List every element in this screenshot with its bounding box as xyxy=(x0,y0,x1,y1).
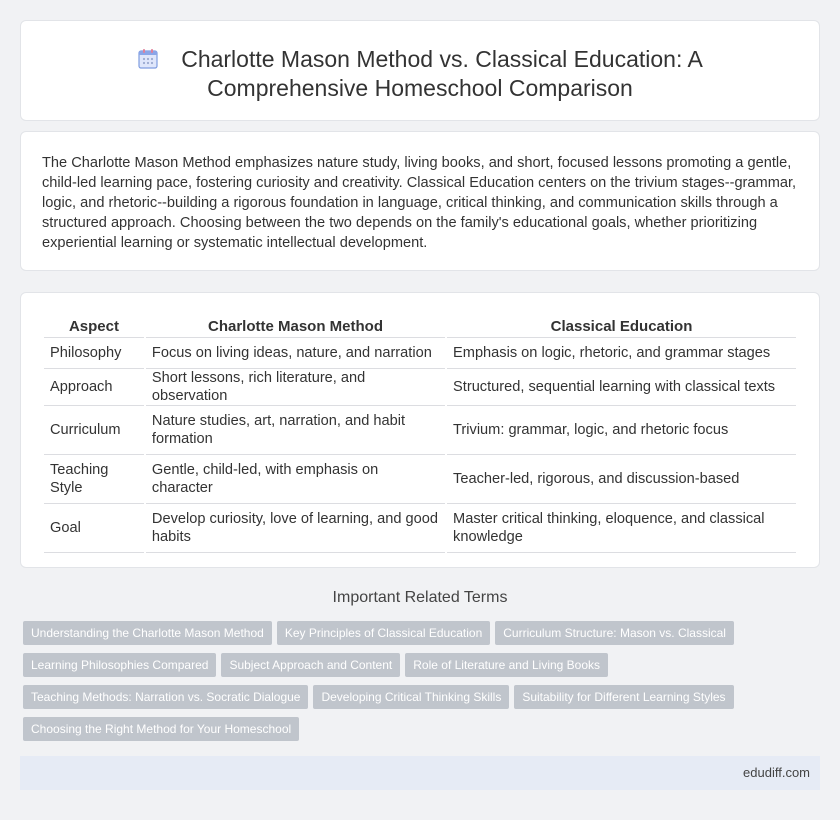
description-text: The Charlotte Mason Method emphasizes nature study, living books, and short, focused lessons promoting a gentle, child-led learning pace, fostering curiosity and creativity. Classical Education centers on the trivium stages--grammar, logic, and rhetoric--building a rigorous foundation in language, critical thinking, and communication skills through a structured approach. Choosing between the two depends on the family's educational goals, whether prioritizing experiential learning or systematic intellectual development. xyxy=(42,155,797,251)
row-charlotte-mason: Short lessons, rich literature, and observation xyxy=(146,369,445,406)
related-tag[interactable]: Suitability for Different Learning Styles xyxy=(514,685,733,709)
footer xyxy=(20,756,820,790)
comparison-card xyxy=(20,292,820,568)
row-classical: Teacher-led, rigorous, and discussion-based xyxy=(447,455,796,504)
row-classical: Trivium: grammar, logic, and rhetoric focus xyxy=(447,406,796,455)
row-aspect: Approach xyxy=(44,369,144,406)
row-aspect: Philosophy xyxy=(44,338,144,369)
related-terms-title: Important Related Terms xyxy=(332,589,508,606)
related-terms-list xyxy=(23,621,823,749)
description-card xyxy=(20,131,820,271)
page-title xyxy=(21,45,819,103)
site-name[interactable]: edudiff.com xyxy=(743,765,810,780)
row-classical: Master critical thinking, eloquence, and classical knowledge xyxy=(447,504,796,553)
table-row xyxy=(44,455,796,504)
row-charlotte-mason: Develop curiosity, love of learning, and good habits xyxy=(146,504,445,553)
row-aspect: Teaching Style xyxy=(44,455,144,504)
related-tag[interactable]: Curriculum Structure: Mason vs. Classical xyxy=(495,621,734,645)
comparison-table xyxy=(42,315,798,553)
row-aspect: Curriculum xyxy=(44,406,144,455)
table-row xyxy=(44,504,796,553)
table-row xyxy=(44,369,796,406)
tag-row xyxy=(23,717,823,749)
row-classical: Structured, sequential learning with classical texts xyxy=(447,369,796,406)
title-line-2: Comprehensive Homeschool Comparison xyxy=(207,75,633,101)
table-row xyxy=(44,406,796,455)
header-charlotte-mason: Charlotte Mason Method xyxy=(146,315,445,338)
table-header-row xyxy=(44,315,796,338)
header-classical: Classical Education xyxy=(447,315,796,338)
row-classical: Emphasis on logic, rhetoric, and grammar stages xyxy=(447,338,796,369)
row-charlotte-mason: Focus on living ideas, nature, and narration xyxy=(146,338,445,369)
row-charlotte-mason: Nature studies, art, narration, and habit formation xyxy=(146,406,445,455)
related-tag[interactable]: Role of Literature and Living Books xyxy=(405,653,608,677)
title-card xyxy=(20,20,820,121)
related-tag[interactable]: Understanding the Charlotte Mason Method xyxy=(23,621,272,645)
tag-row xyxy=(23,621,823,653)
calendar-icon xyxy=(137,48,159,70)
tag-row xyxy=(23,653,823,685)
related-tag[interactable]: Choosing the Right Method for Your Homeschool xyxy=(23,717,299,741)
header-aspect: Aspect xyxy=(44,315,144,338)
related-tag[interactable]: Teaching Methods: Narration vs. Socratic Dialogue xyxy=(23,685,308,709)
tag-row xyxy=(23,685,823,717)
row-charlotte-mason: Gentle, child-led, with emphasis on character xyxy=(146,455,445,504)
table-row xyxy=(44,338,796,369)
related-tag[interactable]: Key Principles of Classical Education xyxy=(277,621,490,645)
related-tag[interactable]: Subject Approach and Content xyxy=(221,653,400,677)
related-tag[interactable]: Learning Philosophies Compared xyxy=(23,653,216,677)
title-block xyxy=(21,45,819,103)
related-tag[interactable]: Developing Critical Thinking Skills xyxy=(313,685,509,709)
title-line-1: Charlotte Mason Method vs. Classical Education: A xyxy=(181,46,703,72)
row-aspect: Goal xyxy=(44,504,144,553)
